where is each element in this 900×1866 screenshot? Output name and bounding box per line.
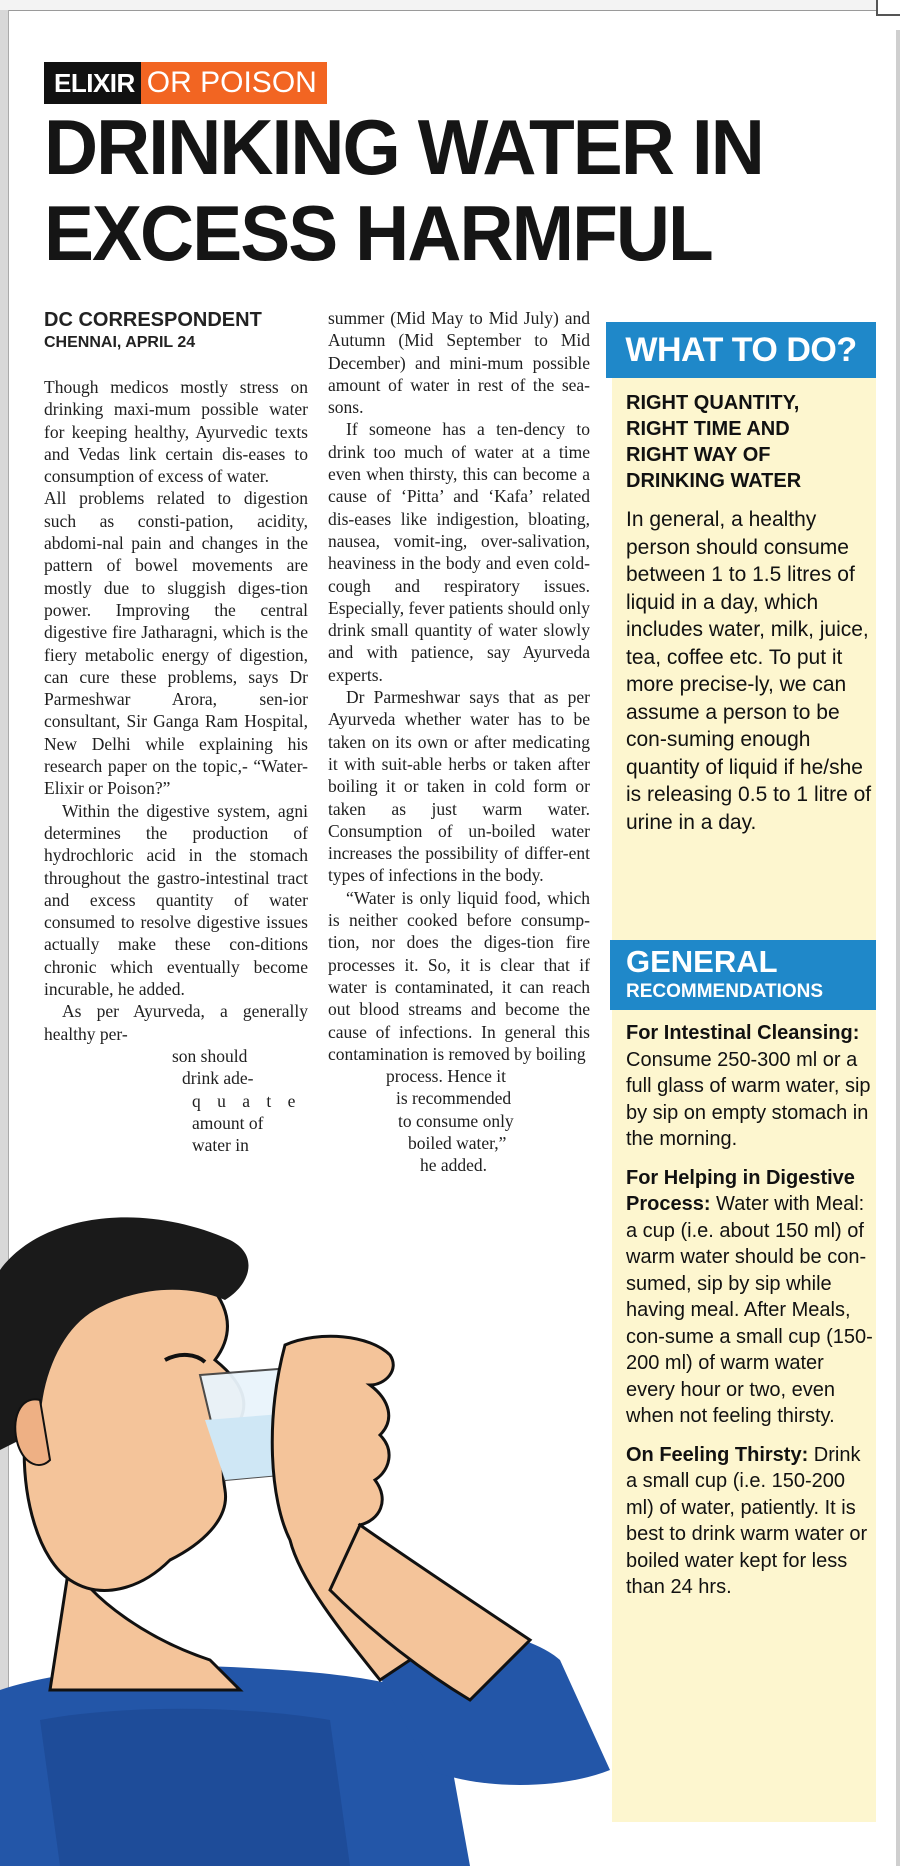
viewer-top-bar: [0, 0, 900, 11]
ear-shape: [15, 1399, 50, 1465]
paragraph: “Water is only liquid food, which is neither cooked before consump-tion, nor does the diges-tion fire processes it. So, it is clear that if water is contaminated, it can reach out blood streams and become the cause of infections. In general this contamination is removed by boiling: [328, 887, 590, 1064]
kicker-or-poison: OR POISON: [141, 62, 327, 104]
section-kicker: [44, 62, 327, 104]
recommendation-heading: On Feeling Thirsty:: [626, 1443, 809, 1466]
subhead-line: DRINKING WATER: [626, 470, 802, 492]
hair-shape: [0, 1217, 249, 1450]
recommendations-subtitle: RECOMMENDATIONS: [626, 981, 824, 1002]
byline-dateline: CHENNAI, APRIL 24: [44, 334, 196, 351]
kicker-elixir: ELIXIR: [44, 62, 141, 104]
viewer-corner: [876, 0, 900, 16]
viewer-right-edge: [896, 30, 900, 1866]
recommendation-item: [626, 1165, 876, 1430]
recommendation-text: Water with Meal: a cup (i.e. about 150 ml) of warm water should be con-sumed, sip by sip while having meal. After Meals, con-sume a small cup (150-200 ml) of warm water every hour or two, even when not feeling thirsty.: [626, 1193, 873, 1427]
wrap-line: drink ade-: [182, 1068, 254, 1089]
byline: [44, 308, 262, 354]
sidebar-body: In general, a healthy person should consume between 1 to 1.5 litres of liquid in a day, which includes water, milk, juice, tea, coffee etc. To put it more precise-ly, we can assume a person to be con-suming enough quantity of liquid if he/she is releasing 0.5 to 1 litre of urine in a day.: [626, 508, 872, 834]
recommendations-list: [626, 1020, 876, 1613]
recommendation-item: [626, 1442, 876, 1601]
wrap-line: he added.: [420, 1155, 488, 1176]
byline-name: DC CORRESPONDENT: [44, 309, 262, 331]
sidebar-subhead: [626, 390, 876, 494]
glass-shape: [200, 1365, 335, 1480]
wrap-line: boiled water,”: [408, 1132, 507, 1153]
subhead-line: RIGHT TIME AND: [626, 418, 790, 440]
wrap-line: son should: [172, 1045, 248, 1066]
recommendation-heading: For Helping in Digestive Process:: [626, 1166, 855, 1215]
shirt-shape: [0, 1666, 470, 1866]
wrap-line: to consume only: [398, 1110, 514, 1131]
wrap-line: amount of: [192, 1112, 264, 1133]
subhead-line: RIGHT WAY OF: [626, 444, 771, 466]
what-to-do-banner: WHAT TO DO?: [606, 322, 876, 378]
paragraph: Within the digestive system, agni determines the production of hydrochloric acid in the stomach throughout the gastro-intestinal tract and excess quantity of water consumed to resolve digestive issues actually make these con-ditions chronic which eventually become incurable, he added.: [44, 800, 308, 1000]
paragraph: summer (Mid May to Mid July) and Autumn (Mid September to Mid December) and mini-mum possible amount of water in rest of the sea-sons.: [328, 308, 590, 418]
general-recommendations-banner: [610, 940, 876, 1010]
forearm-shape: [330, 1525, 530, 1700]
recommendation-text: Drink a small cup (i.e. 150-200 ml) of water, patiently. It is best to drink warm water or boiled water kept for less than 24 hrs.: [626, 1443, 868, 1598]
paragraph: If someone has a ten-dency to drink too much of water at a time even when thirsty, this can become a cause of ‘Pitta’ and ‘Kafa’ related dis-eases like indigestion, bloating, nausea, vomit-ing, over-salivation, heaviness in the body and even cold-cough and respiratory issues. Especially, fever patients should only drink small quantity of water slowly and with patience, say Ayurveda experts.: [328, 419, 590, 685]
water-shape: [205, 1410, 335, 1480]
viewer-left-edge: [0, 10, 9, 1866]
eye-shape: [165, 1355, 205, 1362]
wrap-line: q u a t e: [192, 1090, 302, 1111]
headline: [44, 104, 831, 276]
recommendation-item: [626, 1020, 876, 1153]
article-column-2: [328, 307, 590, 1177]
wrap-line: process. Hence it: [386, 1066, 507, 1087]
wrap-line: water in: [192, 1135, 249, 1156]
paragraph: All problems related to digestion such as consti-pation, acidity, abdomi-nal pain and changes in the pattern of bowel movements are mostly due to sluggish diges-tion power. Improving the central digestive fire Jatharagni, which is the fiery metabolic energy of digestion, can cure these problems, says Dr Parmeshwar Arora, sen-ior consultant, Sir Ganga Ram Hospital, New Delhi while explaining his research paper on the topic,- “Water-Elixir or Poison?”: [44, 488, 308, 799]
hand-shape: [272, 1336, 440, 1680]
general-title: GENERAL: [626, 944, 778, 979]
wrap-line: is recommended: [396, 1088, 512, 1109]
subhead-line: RIGHT QUANTITY,: [626, 392, 800, 414]
paragraph: Though medicos mostly stress on drinking maxi-mum possible water for keeping healthy, Ayurvedic texts and Vedas link certain dis-eases to consumption of excess of water.: [44, 377, 308, 487]
recommendation-heading: For Intestinal Cleansing:: [626, 1022, 860, 1044]
paragraph: As per Ayurveda, a generally healthy per-: [44, 1001, 308, 1044]
article-column-1: [44, 376, 308, 1156]
recommendation-text: Consume 250-300 ml or a full glass of warm water, sip by sip on empty stomach in the morning.: [626, 1048, 871, 1150]
shirt-shadow: [40, 1709, 350, 1866]
neck-shape: [50, 1560, 240, 1690]
headline-line-1: DRINKING WATER IN: [44, 103, 763, 191]
headline-line-2: EXCESS HARMFUL: [44, 189, 712, 277]
sleeve-shape: [360, 1628, 610, 1785]
paragraph: Dr Parmeshwar says that as per Ayurveda whether water has to be taken on its own or after medicating it with suit-able herbs or taken after boiling it or taken in cold form or taken as just warm water. Consumption of un-boiled water increases the possibility of differ-ent types of infections in the body.: [328, 687, 590, 886]
face-shape: [16, 1258, 244, 1590]
